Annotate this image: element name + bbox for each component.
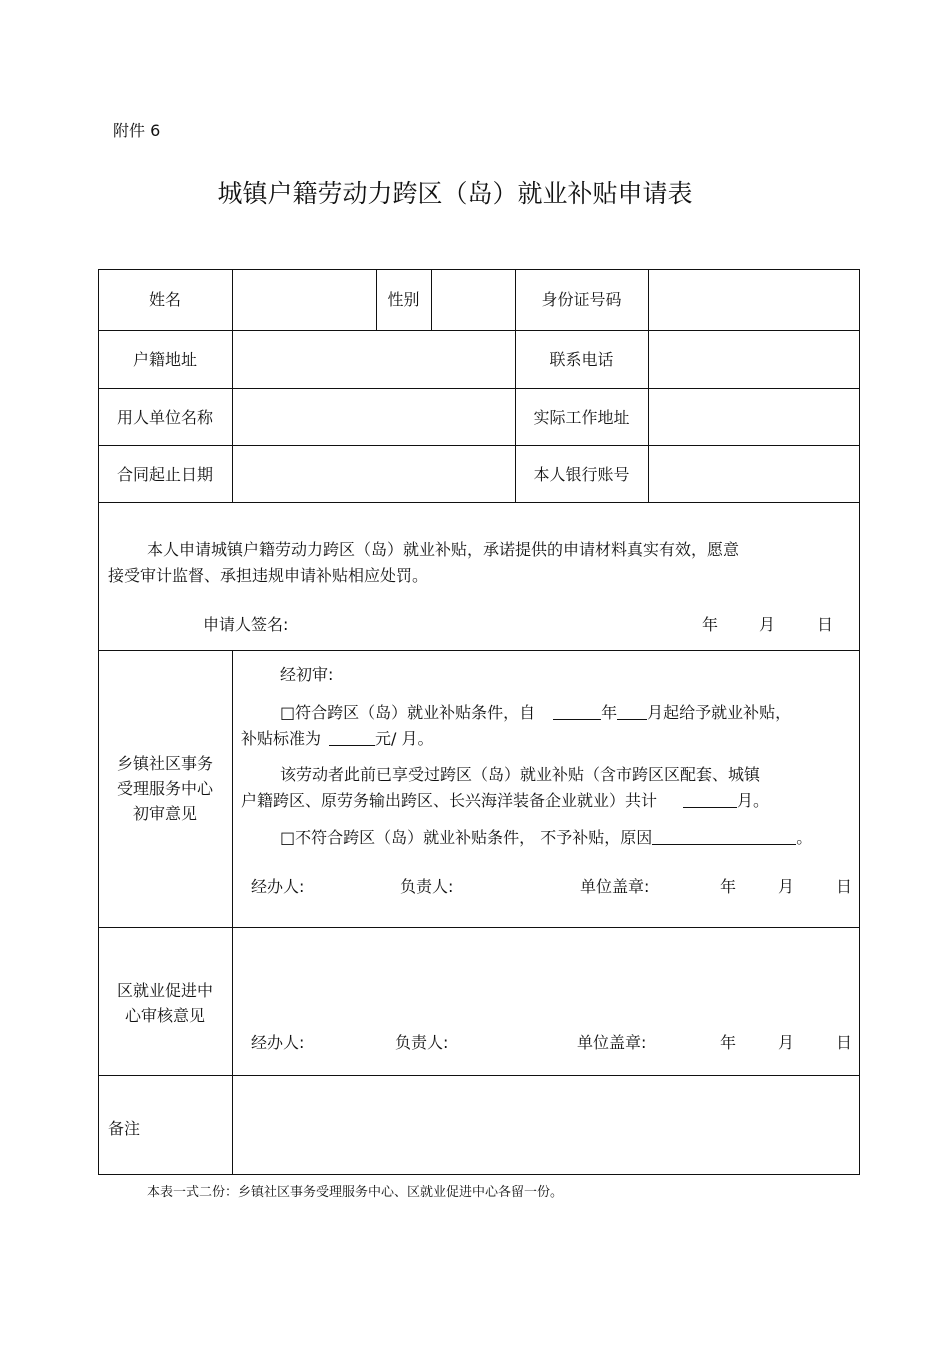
prior-months-field[interactable] (683, 791, 737, 808)
label-phone: 联系电话 (549, 350, 614, 369)
start-month-label: 月起给予就业补贴， (647, 703, 792, 722)
subsidy-unit: 元/ 月。 (375, 729, 434, 748)
eligible-option[interactable] (280, 700, 791, 726)
label-household-address: 户籍地址 (132, 350, 197, 369)
district-seal-label: 单位盖章: (577, 1033, 647, 1052)
initial-responsible-label: 负责人: (400, 877, 454, 896)
remarks-field[interactable] (233, 1076, 859, 1174)
form-title: 城镇户籍劳动力跨区（岛）就业补贴申请表 (217, 179, 693, 208)
applicant-signature-field[interactable] (302, 610, 682, 634)
subsidy-standard-label: 补贴标准为 (241, 729, 322, 748)
label-bank-account: 本人银行账号 (533, 465, 630, 484)
initial-review-label-line3: 初审意见 (132, 804, 197, 823)
table-border-right (859, 269, 860, 1175)
table-border-bottom (98, 1174, 860, 1175)
eligible-option-text: □符合跨区（岛）就业补贴条件，自 (280, 703, 536, 722)
initial-day: 日 (836, 877, 853, 896)
ineligible-option[interactable] (280, 825, 812, 851)
initial-seal-label: 单位盖章: (580, 877, 650, 896)
subsidy-standard-line (241, 726, 434, 752)
contract-dates-field[interactable] (233, 446, 515, 502)
declaration-line1: 本人申请城镇户籍劳动力跨区（岛）就业补贴，承诺提供的申请材料真实有效，愿意 (147, 540, 740, 559)
bank-account-field[interactable] (649, 446, 859, 502)
start-year-label: 年 (601, 703, 618, 722)
label-id-number: 身份证号码 (541, 290, 622, 309)
initial-review-label-line2: 受理服务中心 (116, 779, 213, 798)
declaration-line2: 接受审计监督、承担违规申请补贴相应处罚。 (108, 566, 429, 585)
id-number-field[interactable] (649, 270, 859, 330)
start-year-field[interactable] (553, 703, 601, 720)
work-address-field[interactable] (649, 389, 859, 445)
initial-review-label-line1: 乡镇社区事务 (116, 754, 213, 773)
initial-handler-label: 经办人: (251, 877, 305, 896)
label-work-address: 实际工作地址 (533, 408, 630, 427)
initial-review-heading: 经初审: (280, 665, 334, 684)
district-review-label-line2: 心审核意见 (124, 1006, 205, 1025)
prior-subsidy-line2 (241, 788, 769, 814)
initial-month: 月 (778, 877, 795, 896)
row-divider (98, 502, 860, 503)
label-gender: 性别 (387, 290, 420, 309)
reason-end: 。 (796, 828, 813, 847)
district-review-field[interactable] (233, 928, 859, 1018)
initial-year: 年 (720, 877, 737, 896)
district-year: 年 (720, 1033, 737, 1052)
gender-field[interactable] (432, 270, 515, 330)
label-employer: 用人单位名称 (116, 408, 213, 427)
prior-subsidy-text: 户籍跨区、原劳务输出跨区、长兴海洋装备企业就业）共计 (241, 791, 658, 810)
phone-field[interactable] (649, 331, 859, 388)
declaration-month: 月 (759, 615, 776, 634)
district-month: 月 (778, 1033, 795, 1052)
label-name: 姓名 (148, 290, 181, 309)
footer-note: 本表一式二份：乡镇社区事务受理服务中心、区就业促进中心各留一份。 (147, 1185, 564, 1200)
reason-field[interactable] (652, 828, 796, 845)
label-contract-dates: 合同起止日期 (116, 465, 213, 484)
district-day: 日 (836, 1033, 853, 1052)
district-handler-label: 经办人: (251, 1033, 305, 1052)
ineligible-option-text: □不符合跨区（岛）就业补贴条件， 不予补贴，原因 (280, 828, 653, 847)
district-review-label-line1: 区就业促进中 (116, 981, 213, 1000)
prior-subsidy-line1: 该劳动者此前已享受过跨区（岛）就业补贴（含市跨区区配套、城镇 (280, 765, 761, 784)
subsidy-amount-field[interactable] (329, 729, 375, 746)
name-field[interactable] (233, 270, 376, 330)
start-month-field[interactable] (617, 703, 647, 720)
declaration-year: 年 (702, 615, 719, 634)
attachment-label: 附件 6 (113, 121, 161, 140)
employer-field[interactable] (233, 389, 515, 445)
district-responsible-label: 负责人: (395, 1033, 449, 1052)
prior-months-unit: 月。 (737, 791, 770, 810)
applicant-signature-label: 申请人签名: (203, 615, 289, 634)
declaration-day: 日 (817, 615, 834, 634)
label-remarks: 备注 (108, 1119, 141, 1138)
label-district-review (98, 978, 232, 1028)
row-divider (98, 650, 860, 651)
label-initial-review (98, 751, 232, 826)
household-address-field[interactable] (233, 331, 515, 388)
